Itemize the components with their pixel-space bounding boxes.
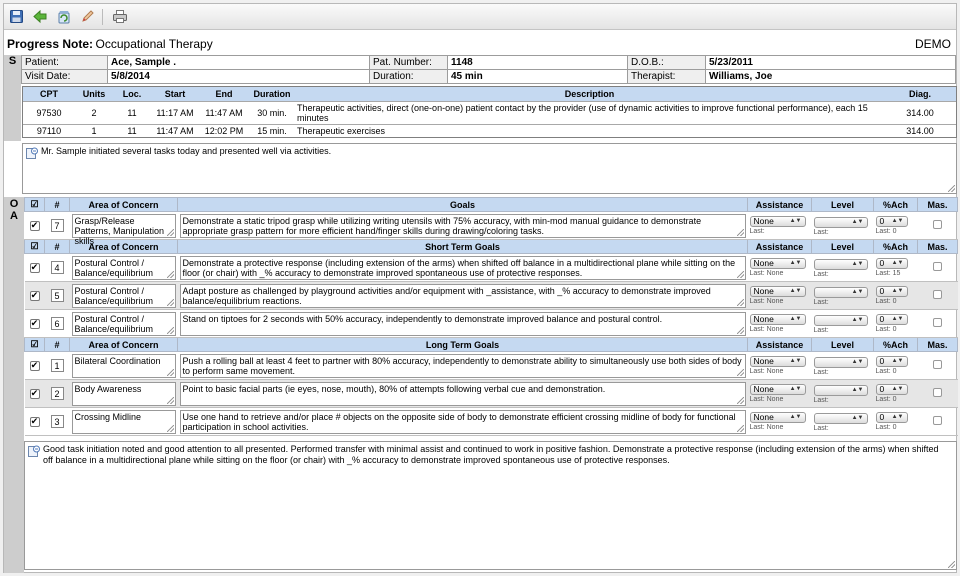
section-s-label: S: [4, 55, 21, 141]
col-goals: Goals: [178, 198, 748, 212]
resize-grip-icon[interactable]: [737, 327, 744, 334]
assistance-select[interactable]: None ▲▼: [750, 286, 806, 297]
cpt-col-loc: Loc.: [113, 87, 151, 101]
patnum-label: Pat. Number:: [370, 56, 448, 70]
resize-grip-icon[interactable]: [167, 425, 174, 432]
goal-number[interactable]: 3: [51, 415, 64, 428]
col-assistance: Assistance: [748, 338, 812, 352]
short-goal-row: ✔ 4 Postural Control / Balance/equilibrium Demonstrate a protective response (including extension of the arms) when shifted off balance in a multidirectional plane while sitting on the floor (or chair) with _% accuracy to demonstrate improved spontaneous use of protective responses. None ▲▼ Last: None ▲▼ Last: 0 ▲▼ Last: 15: [25, 254, 958, 282]
cpt-col-end: End: [199, 87, 249, 101]
page-title: [7, 37, 953, 55]
cpt-col-diag: Diag.: [884, 87, 956, 101]
assistance-select[interactable]: None ▲▼: [750, 384, 806, 395]
goal-text-field[interactable]: Point to basic facial parts (ie eyes, nose, mouth), 80% of attempts following verbal cue and demonstration.: [180, 382, 746, 406]
cpt-col-start: Start: [151, 87, 199, 101]
goal-text-field[interactable]: Stand on tiptoes for 2 seconds with 50% accuracy, independently to demonstrate improved balance and postural control.: [180, 312, 746, 336]
cpt-col-cpt: CPT: [23, 87, 75, 101]
cpt-duration: 30 min.: [249, 101, 295, 124]
toolbar-separator: [102, 9, 103, 25]
chevron-down-icon: ▲▼: [851, 387, 864, 394]
goal-text-field[interactable]: Demonstrate a static tripod grasp while utilizing writing utensils with 75% accuracy, with min-mod manual guidance to demonstrate appropriate grasp pattern for more efficient hand/finger skills during drawing/coloring tasks.: [180, 214, 746, 238]
cpt-units: 1: [75, 124, 113, 137]
therapist-label: Therapist:: [628, 70, 706, 84]
goal-checkbox[interactable]: ✔: [30, 318, 39, 329]
chevron-down-icon: ▲▼: [891, 358, 904, 364]
chevron-down-icon: ▲▼: [891, 414, 904, 420]
demo-label: DEMO: [915, 37, 951, 51]
chevron-down-icon: ▲▼: [789, 358, 802, 364]
long-goal-row: ✔ 3 Crossing Midline Use one hand to retrieve and/or place # objects on the opposite side of body to demonstrate efficient crossing midline of body for functional participation in school activities. None ▲▼ Last: None ▲▼ Last: 0 ▲▼ Last: 0: [25, 408, 958, 436]
resize-grip-icon[interactable]: [948, 185, 955, 192]
therapist-value: Williams, Joe: [706, 70, 956, 84]
level-select[interactable]: [814, 217, 868, 228]
cpt-row[interactable]: [23, 101, 956, 124]
level-select[interactable]: [814, 287, 868, 298]
short-goal-row: ✔ 6 Postural Control / Balance/equilibrium Stand on tiptoes for 2 seconds with 50% accuracy, independently to demonstrate improved balance and postural control. None ▲▼ Last: None ▲▼ Last: 0 ▲▼ Last: 0: [25, 310, 958, 338]
col-level: Level: [812, 240, 874, 254]
goal-number[interactable]: 2: [51, 387, 64, 400]
chevron-down-icon: ▲▼: [851, 317, 864, 324]
col-level: Level: [812, 338, 874, 352]
chevron-down-icon: ▲▼: [789, 414, 802, 420]
ach-select[interactable]: 0 ▲▼: [876, 314, 908, 325]
goal-checkbox[interactable]: ✔: [30, 416, 39, 427]
toolbar: [4, 4, 956, 30]
chevron-down-icon: ▲▼: [789, 218, 802, 224]
assistance-select[interactable]: None ▲▼: [750, 258, 806, 269]
chevron-down-icon: ▲▼: [851, 415, 864, 422]
col-mas: Mas.: [918, 198, 958, 212]
cpt-loc: 11: [113, 101, 151, 124]
patient-label: Patient:: [22, 56, 108, 70]
goal-area-field[interactable]: Body Awareness: [72, 382, 176, 406]
assistance-select[interactable]: None ▲▼: [750, 356, 806, 367]
back-arrow-icon[interactable]: [31, 8, 48, 25]
level-select[interactable]: [814, 315, 868, 326]
title-bold: Progress Note:: [7, 37, 94, 51]
cpt-description: Therapeutic activities, direct (one-on-one) patient contact by the provider (use of dynamic activities to improve functional performance), each 15 minutes: [295, 101, 884, 124]
ach-select[interactable]: 0 ▲▼: [876, 216, 908, 227]
cpt-start: 11:17 AM: [151, 101, 199, 124]
long-goal-row: ✔ 2 Body Awareness Point to basic facial parts (ie eyes, nose, mouth), 80% of attempts following verbal cue and demonstration. None ▲▼ Last: None ▲▼ Last: 0 ▲▼ Last: 0: [25, 380, 958, 408]
assistance-select[interactable]: None ▲▼: [750, 314, 806, 325]
patient-value: Ace, Sample .: [108, 56, 370, 70]
note-template-icon[interactable]: [26, 147, 38, 159]
col-area: Area of Concern: [70, 240, 178, 254]
cpt-col-description: Description: [295, 87, 884, 101]
chevron-down-icon: ▲▼: [789, 260, 802, 266]
goal-checkbox[interactable]: ✔: [30, 290, 39, 301]
cpt-description: Therapeutic exercises: [295, 124, 884, 137]
goal-number[interactable]: 7: [51, 219, 64, 232]
col-level: Level: [812, 198, 874, 212]
goal-area-field[interactable]: Bilateral Coordination: [72, 354, 176, 378]
chevron-down-icon: ▲▼: [789, 316, 802, 322]
cpt-start: 11:47 AM: [151, 124, 199, 137]
visit-date-label: Visit Date:: [22, 70, 108, 84]
ach-select[interactable]: 0 ▲▼: [876, 356, 908, 367]
chevron-down-icon: ▲▼: [789, 386, 802, 392]
goal-checkbox[interactable]: ✔: [30, 388, 39, 399]
col-ach: %Ach: [874, 240, 918, 254]
resize-grip-icon[interactable]: [737, 369, 744, 376]
cpt-duration: 15 min.: [249, 124, 295, 137]
resize-grip-icon[interactable]: [167, 327, 174, 334]
col-ach: %Ach: [874, 338, 918, 352]
cpt-row[interactable]: [23, 124, 956, 137]
visit-date-value: 5/8/2014: [108, 70, 370, 84]
refresh-icon[interactable]: [55, 8, 72, 25]
cpt-header-row: [23, 87, 956, 101]
cpt-diag: 314.00: [884, 124, 956, 137]
resize-grip-icon[interactable]: [167, 299, 174, 306]
mastered-checkbox[interactable]: [933, 262, 942, 271]
col-number: #: [45, 338, 70, 352]
cpt-loc: 11: [113, 124, 151, 137]
col-area: Area of Concern: [70, 198, 178, 212]
resize-grip-icon[interactable]: [737, 229, 744, 236]
note-template-icon[interactable]: [28, 445, 40, 457]
cpt-code: 97110: [23, 124, 75, 137]
resize-grip-icon[interactable]: [167, 397, 174, 404]
subjective-note-text: Mr. Sample initiated several tasks today and presented well via activities.: [41, 146, 332, 156]
cpt-units: 2: [75, 101, 113, 124]
chevron-down-icon: ▲▼: [851, 261, 864, 268]
goal-area-field[interactable]: Postural Control / Balance/equilibrium: [72, 284, 176, 308]
chevron-down-icon: ▲▼: [891, 316, 904, 322]
ach-select[interactable]: 0 ▲▼: [876, 384, 908, 395]
progress-note-window: [3, 3, 957, 573]
resize-grip-icon[interactable]: [737, 397, 744, 404]
goal-number[interactable]: 4: [51, 261, 64, 274]
level-select[interactable]: [814, 413, 868, 424]
col-number: #: [45, 198, 70, 212]
goal-checkbox[interactable]: ✔: [30, 262, 39, 273]
assistance-select[interactable]: None ▲▼: [750, 412, 806, 423]
resize-grip-icon[interactable]: [737, 299, 744, 306]
chevron-down-icon: ▲▼: [789, 288, 802, 294]
patient-info-table: [21, 55, 956, 84]
resize-grip-icon[interactable]: [948, 561, 955, 568]
goal-text-field[interactable]: Use one hand to retrieve and/or place # objects on the opposite side of body to demonstrate efficient crossing midline of body for functional participation in school activities.: [180, 410, 746, 434]
level-select[interactable]: [814, 357, 868, 368]
chevron-down-icon: ▲▼: [891, 218, 904, 224]
subjective-note-field[interactable]: [22, 143, 957, 194]
goal-area-field[interactable]: Crossing Midline: [72, 410, 176, 434]
cpt-end: 12:02 PM: [199, 124, 249, 137]
goal-area-field[interactable]: Grasp/Release Patterns, Manipulation skills: [72, 214, 176, 238]
resize-grip-icon[interactable]: [167, 369, 174, 376]
col-mas: Mas.: [918, 338, 958, 352]
short-term-header-row: [25, 240, 958, 254]
short-goal-row: ✔ 5 Postural Control / Balance/equilibrium Adapt posture as challenged by playground activities and/or equipment with _assistance, with _% accuracy to demonstrate improved balance/equilibrium reactions. None ▲▼ Last: None ▲▼ Last: 0 ▲▼ Last: 0: [25, 282, 958, 310]
goal-number[interactable]: 5: [51, 289, 64, 302]
goal-text-field[interactable]: Push a rolling ball at least 4 feet to partner with 80% accuracy, independently to demonstrate ability to simultaneously use both sides of body to perform same movement.: [180, 354, 746, 378]
goals-grid: [24, 197, 957, 436]
chevron-down-icon: ▲▼: [891, 260, 904, 266]
col-short-term-goals: Short Term Goals: [178, 240, 748, 254]
goal-area-field[interactable]: Postural Control / Balance/equilibrium: [72, 312, 176, 336]
assessment-note-field[interactable]: [24, 441, 957, 570]
select-all-check-icon[interactable]: ☑: [25, 198, 45, 212]
chevron-down-icon: ▲▼: [891, 386, 904, 392]
goal-text-field[interactable]: Demonstrate a protective response (including extension of the arms) when shifted off balance in a multidirectional plane while sitting on the floor (or chair) with _% accuracy to demonstrate improved spontaneous use of protective responses.: [180, 256, 746, 280]
goal-text-field[interactable]: Adapt posture as challenged by playground activities and/or equipment with _assistance, with _% accuracy to demonstrate improved balance/equilibrium reactions.: [180, 284, 746, 308]
col-assistance: Assistance: [748, 198, 812, 212]
duration-label: Duration:: [370, 70, 448, 84]
mastered-checkbox[interactable]: [933, 416, 942, 425]
level-select[interactable]: [814, 259, 868, 270]
col-mas: Mas.: [918, 240, 958, 254]
save-icon[interactable]: [8, 8, 25, 25]
level-select[interactable]: [814, 385, 868, 396]
cpt-table: [22, 86, 957, 138]
col-ach: %Ach: [874, 198, 918, 212]
chevron-down-icon: ▲▼: [891, 288, 904, 294]
ach-select[interactable]: 0 ▲▼: [876, 258, 908, 269]
goal-number[interactable]: 6: [51, 317, 64, 330]
cpt-diag: 314.00: [884, 101, 956, 124]
cpt-end: 11:47 AM: [199, 101, 249, 124]
goal-checkbox[interactable]: ✔: [30, 220, 39, 231]
mastered-checkbox[interactable]: [933, 318, 942, 327]
cpt-col-duration: Duration: [249, 87, 295, 101]
patnum-value: 1148: [448, 56, 628, 70]
long-term-header-row: [25, 338, 958, 352]
print-icon[interactable]: [111, 8, 128, 25]
cpt-code: 97530: [23, 101, 75, 124]
goal-checkbox[interactable]: ✔: [30, 360, 39, 371]
resize-grip-icon[interactable]: [167, 229, 174, 236]
chevron-down-icon: ▲▼: [851, 289, 864, 296]
ach-select[interactable]: 0 ▲▼: [876, 412, 908, 423]
edit-icon[interactable]: [79, 8, 96, 25]
cpt-col-units: Units: [75, 87, 113, 101]
assessment-note-text: Good task initiation noted and good attention to all presented. Performed transfer with minimal assist and continued to work in positive fashion. Demonstrate a protective response (including extension of the arms) when shifted off balance in a multidirectional plane while sitting on the floor (or chair) with _% accuracy to demonstrate improved spontaneous use of protective responses.: [43, 444, 939, 465]
select-all-check-icon[interactable]: ☑: [25, 338, 45, 352]
col-number: #: [45, 240, 70, 254]
select-all-check-icon[interactable]: ☑: [25, 240, 45, 254]
chevron-down-icon: ▲▼: [851, 219, 864, 226]
goal-row: ✔ 7 Grasp/Release Patterns, Manipulation skills Demonstrate a static tripod grasp while utilizing writing utensils with 75% accuracy, with min-mod manual guidance to demonstrate appropriate grasp pattern for more efficient hand/finger skills during drawing/coloring tasks. None ▲▼ Last: ▲▼ Last: 0 ▲▼ Last: 0: [25, 212, 958, 240]
duration-value: 45 min: [448, 70, 628, 84]
col-assistance: Assistance: [748, 240, 812, 254]
mastered-checkbox[interactable]: [933, 388, 942, 397]
goal-area-field[interactable]: Postural Control / Balance/equilibrium: [72, 256, 176, 280]
mastered-checkbox[interactable]: [933, 290, 942, 299]
assistance-select[interactable]: None ▲▼: [750, 216, 806, 227]
title-rest: Occupational Therapy: [95, 37, 213, 51]
goal-number[interactable]: 1: [51, 359, 64, 372]
resize-grip-icon[interactable]: [737, 425, 744, 432]
resize-grip-icon[interactable]: [737, 271, 744, 278]
dob-value: 5/23/2011: [706, 56, 956, 70]
section-oa-label: O A: [4, 197, 24, 573]
dob-label: D.O.B.:: [628, 56, 706, 70]
long-goal-row: ✔ 1 Bilateral Coordination Push a rolling ball at least 4 feet to partner with 80% accuracy, independently to demonstrate ability to simultaneously use both sides of body to perform same movement. None ▲▼ Last: None ▲▼ Last: 0 ▲▼ Last: 0: [25, 352, 958, 380]
ach-select[interactable]: 0 ▲▼: [876, 286, 908, 297]
col-area: Area of Concern: [70, 338, 178, 352]
mastered-checkbox[interactable]: [933, 220, 942, 229]
chevron-down-icon: ▲▼: [851, 359, 864, 366]
col-long-term-goals: Long Term Goals: [178, 338, 748, 352]
mastered-checkbox[interactable]: [933, 360, 942, 369]
resize-grip-icon[interactable]: [167, 271, 174, 278]
goals-header-row: [25, 198, 958, 212]
